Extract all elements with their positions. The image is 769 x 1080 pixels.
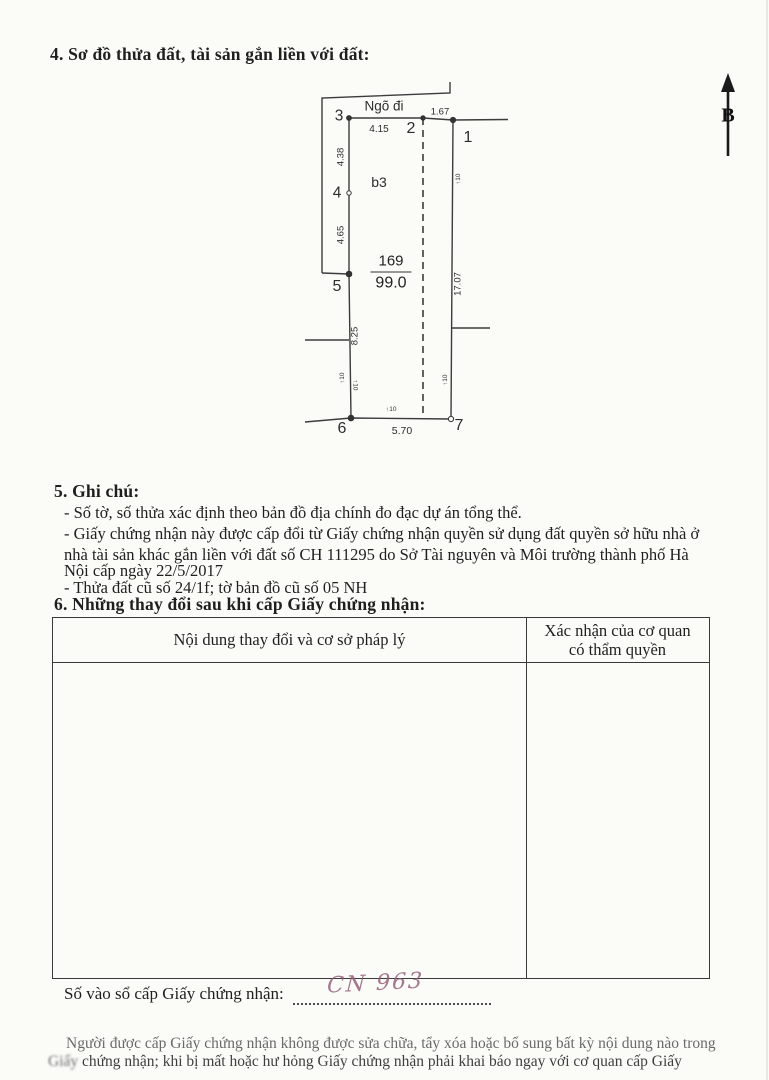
wall-offset-marker: ↑ 10 [456,174,463,185]
section6-title: 6. Những thay đổi sau khi cấp Giấy chứng nhận: [54,594,426,614]
note-line-1: - Số tờ, số thửa xác định theo bản đồ địa chính đo đạc dự án tổng thể. [64,503,522,522]
register-number-label: Số vào sổ cấp Giấy chứng nhận: [64,984,284,1003]
handwritten-register-number: CN 963 [326,968,425,999]
measurement-5-6: 8.25 [349,326,361,346]
note-line-4: Nội cấp ngày 22/5/2017 [64,561,224,580]
point-5-label: 5 [332,278,342,295]
wall-offset-marker: ↑ 10 [386,407,397,414]
table-header-content: Nội dung thay đổi và cơ sở pháp lý [173,630,406,649]
measurement-2-1: 1.67 [430,106,450,118]
note-line-3: nhà tài sản khác gắn liền với đất số CH 111295 do Sở Tài nguyên và Môi trường thành phố Hà [64,545,689,564]
measurement-1-7: 17.07 [452,272,464,296]
measurement-4-5: 4.65 [335,225,347,245]
point-7-label: 7 [454,417,464,434]
subparcel-label: b3 [371,174,387,190]
scan-edge-artifact [766,0,768,1080]
note-line-5: - Thửa đất cũ số 24/1f; tờ bản đồ cũ số 05 NH [64,578,368,597]
point-1-label: 1 [463,129,473,146]
table-header-row [53,618,709,663]
point-3-label: 3 [334,107,344,125]
changes-table [52,617,710,979]
footer-line-1: Người được cấp Giấy chứng nhận không được sửa chữa, tẩy xóa hoặc bổ sung bất kỳ nội dung nào trong [66,1035,716,1052]
north-arrow [708,72,748,164]
parcel-number-area [370,253,411,294]
measurement-3-4: 4.38 [335,147,347,167]
wall-offset-marker: ↑ 10 [351,380,358,391]
table-body-empty [53,663,709,978]
north-label: B [721,104,735,127]
point-2-label: 2 [406,120,416,137]
section5-title: 5. Ghi chú: [54,481,140,501]
footer-line-2-text: chứng nhận; khi bị mất hoặc hư hỏng Giấy chứng nhận phải khai báo ngay với cơ quan cấp Giấy [82,1053,682,1070]
footer-line-2 [48,1053,682,1071]
alley-label: Ngõ đi [364,98,404,114]
note-line-2: - Giấy chứng nhận này được cấp đổi từ Giấy chứng nhận quyền sử dụng đất quyền sở hữu nhà ở [64,524,700,543]
table-header-confirmation: Xác nhận của cơ quan có thẩm quyền [544,621,691,659]
wall-offset-marker: ↑ 10 [443,375,450,386]
parcel-number: 169 [370,253,411,273]
footer-line-2-smudged-word: Giấy [48,1053,79,1070]
measurement-6-7: 5.70 [391,424,413,437]
measurement-3-2: 4.15 [369,124,389,135]
section4-title: 4. Sơ đồ thửa đất, tài sản gắn liền với đất: [50,44,370,64]
parcel-area: 99.0 [375,274,407,292]
point-4-label: 4 [332,184,342,202]
wall-offset-marker: ↑ 10 [340,373,347,384]
parcel-diagram [280,80,540,452]
point-6-label: 6 [337,420,347,437]
